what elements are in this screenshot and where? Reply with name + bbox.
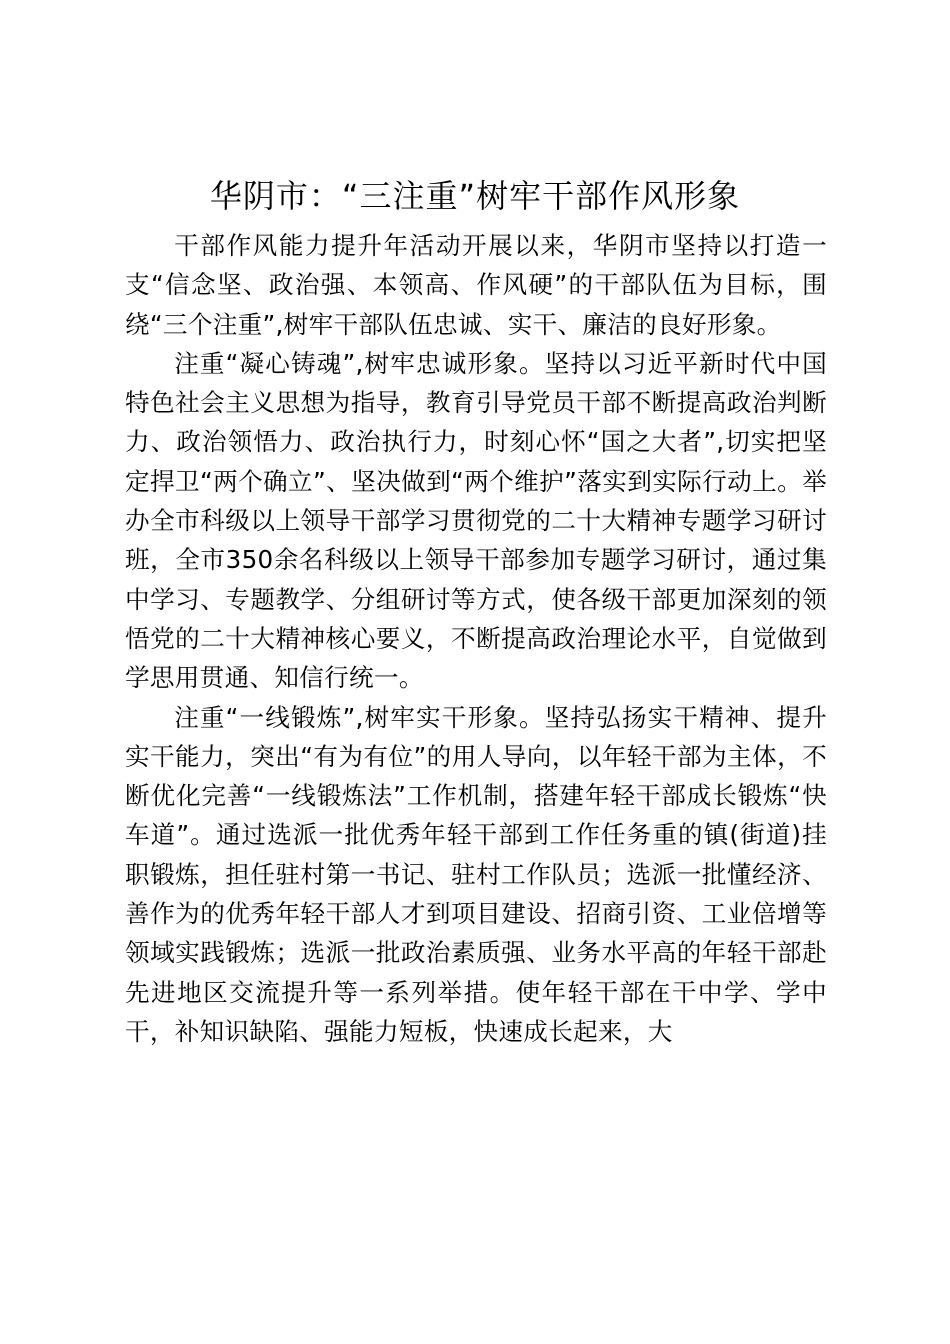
paragraph-loyalty: 注重“凝心铸魂”,树牢忠诚形象。坚持以习近平新时代中国特色社会主义思想为指导，教育引导党员干部不断提高政治判断力、政治领悟力、政治执行力，时刻心怀“国之大者”,切实把坚定捍卫“两个确立”、坚决做到“两个维护”落实到实际行动上。举办全市科级以上领导干部学习贯彻党的二十大精神专题学习研讨班，全市350余名科级以上领导干部参加专题学习研讨，通过集中学习、专题教学、分组研讨等方式，使各级干部更加深刻的领悟党的二十大精神核心要义，不断提高政治理论水平，自觉做到学思用贯通、知信行统一。 bbox=[125, 348, 827, 693]
document-body bbox=[125, 226, 827, 1051]
paragraph-intro: 干部作风能力提升年活动开展以来，华阴市坚持以打造一支“信念坚、政治强、本领高、作风硬”的干部队伍为目标，围绕“三个注重”,树牢干部队伍忠诚、实干、廉洁的良好形象。 bbox=[125, 231, 827, 339]
document-title: 华阴市：“三注重”树牢干部作风形象 bbox=[209, 177, 741, 215]
paragraph-practical: 注重“一线锻炼”,树牢实干形象。坚持弘扬实干精神、提升实干能力，突出“有为有位”的用人导向，以年轻干部为主体，不断优化完善“一线锻炼法”工作机制，搭建年轻干部成长锻炼“快车道”。通过选派一批优秀年轻干部到工作任务重的镇(街道)挂职锻炼，担任驻村第一书记、驻村工作队员；选派一批懂经济、善作为的优秀年轻干部人才到项目建设、招商引资、工业倍增等领域实践锻炼；选派一批政治素质强、业务水平高的年轻干部赴先进地区交流提升等一系列举措。使年轻干部在干中学、学中干，补知识缺陷、强能力短板，快速成长起来，大 bbox=[125, 702, 827, 1046]
